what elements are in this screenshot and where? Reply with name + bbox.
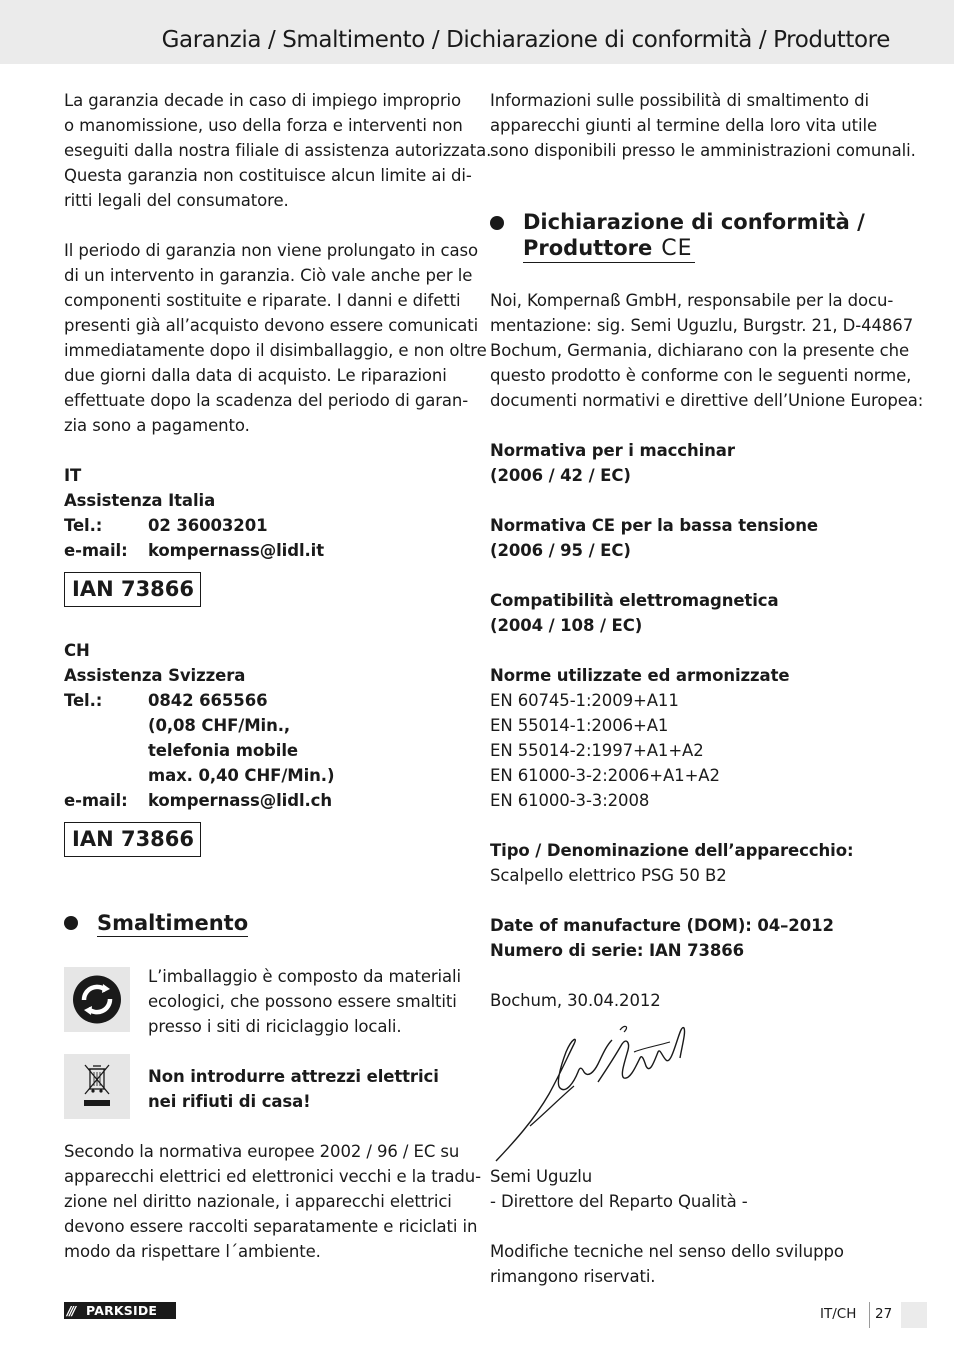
bullet-icon — [64, 916, 78, 930]
signer-title: - Direttore del Reparto Qualità - — [490, 1192, 748, 1211]
disposal-info-paragraph: Informazioni sulle possibilità di smaltimento di apparecchi giunti al termine della loro vita utile sono disponibili presso le amministrazioni comunali. — [490, 91, 916, 160]
standards-list — [490, 663, 789, 813]
standards-heading: Norme utilizzate ed armonizzate — [490, 666, 790, 685]
service-country: IT — [64, 466, 82, 485]
manufacture-info: Date of manufacture (DOM): 04–2012 Numero di serie: IAN 73866 — [490, 916, 834, 960]
device-type: Tipo / Denominazione dell’apparecchio: Scalpello elettrico PSG 50 B2 — [490, 841, 854, 885]
page-title: Garanzia / Smaltimento / Dichiarazione di conformità / Produttore — [161, 27, 890, 53]
service-tel-row: Tel.: 0842 665566 — [64, 691, 268, 710]
weee-directive-paragraph: Secondo la normativa europee 2002 / 96 / EC su apparecchi elettrici ed elettronici vecchi e la tradu- zione nel diritto nazionale, i apparecchi elettrici devono essere raccolti separatamente e riciclati in modo da rispettare l´ambiente. — [64, 1142, 481, 1261]
footer-divider — [869, 1302, 870, 1328]
recycle-text: L’imballaggio è composto da materiali ecologici, che possono essere smaltiti presso i siti di riciclaggio locali. — [148, 967, 462, 1036]
service-name: Assistenza Italia — [64, 491, 216, 510]
signature-image — [494, 1022, 694, 1164]
parkside-logo: /// PARKSIDE — [64, 1302, 176, 1319]
footer-language: IT/CH — [820, 1306, 857, 1322]
place-date: Bochum, 30.04.2012 — [490, 991, 661, 1010]
conformity-intro: Noi, Kompernaß GmbH, responsabile per la docu- mentazione: sig. Semi Uguzlu, Burgstr. 21, D-44867 Bochum, Germania, dichiarano con la presente che questo prodotto è conforme con le seguenti norme, documenti normativi e direttive dell’Unione Europea: — [490, 291, 924, 410]
footer-tab — [901, 1302, 927, 1328]
directive-low-voltage: Normativa CE per la bassa tensione (2006 / 95 / EC) — [490, 516, 818, 560]
standard-item: EN 61000-3-2:2006+A1+A2 — [490, 766, 720, 785]
green-dot-recycle-icon — [64, 967, 130, 1032]
standard-item: EN 55014-2:1997+A1+A2 — [490, 741, 704, 760]
ce-mark-icon: CE — [661, 236, 693, 261]
directive-emc: Compatibilità elettromagnetica (2004 / 108 / EC) — [490, 591, 779, 635]
warranty-paragraph-1: La garanzia decade in caso di impiego improprio o manomissione, uso della forza e interventi non eseguiti dalla nostra filiale di assistenza autorizzata. Questa garanzia non costituisce alcun limite ai di- ritti legali del consumatore. — [64, 91, 492, 210]
service-email-row: e-mail: kompernass@lidl.it — [64, 541, 325, 560]
service-italy — [64, 463, 324, 563]
technical-changes-note: Modifiche tecniche nel senso dello sviluppo rimangono riservati. — [490, 1242, 844, 1286]
ian-box-switzerland: IAN 73866 — [64, 822, 201, 857]
warranty-paragraph-2: Il periodo di garanzia non viene prolungato in caso di un intervento in garanzia. Ciò vale anche per le componenti sostituite e riparate. I danni e difetti presenti già all’acquisto devono essere comunicati immediatamente dopo il disimballaggio, e non oltre due giorni dalla data di acquisto. Le riparazioni effettuate dopo la scadenza del periodo di garan- zia sono a pagamento. — [64, 241, 487, 435]
signer-name: Semi Uguzlu — [490, 1167, 593, 1186]
ian-box-italy: IAN 73866 — [64, 572, 201, 607]
standard-item: EN 60745-1:2009+A11 — [490, 691, 679, 710]
service-tel-row: Tel.: 02 36003201 — [64, 516, 268, 535]
standard-item: EN 55014-1:2006+A1 — [490, 716, 669, 735]
bullet-icon — [490, 216, 504, 230]
directive-machinery: Normativa per i macchinar (2006 / 42 / EC) — [490, 441, 735, 485]
crossed-bin-icon — [64, 1054, 130, 1119]
page-number: 27 — [875, 1306, 893, 1322]
email-link[interactable]: kompernass@lidl.it — [148, 541, 325, 560]
service-name: Assistenza Svizzera — [64, 666, 246, 685]
email-link[interactable]: kompernass@lidl.ch — [148, 791, 332, 810]
service-switzerland: CH Assistenza Svizzera Tel.: 0842 665566 (0,08 CHF/Min., telefonia mobile max. 0,40 CHF/Min.) e-mail: kompernass@lidl.ch — [64, 638, 334, 813]
service-country: CH — [64, 641, 90, 660]
service-email-row: e-mail: kompernass@lidl.ch — [64, 791, 332, 810]
weee-warning-text: Non introdurre attrezzi elettrici nei rifiuti di casa! — [148, 1067, 439, 1111]
signer — [490, 1164, 748, 1214]
standard-item: EN 61000-3-3:2008 — [490, 791, 650, 810]
